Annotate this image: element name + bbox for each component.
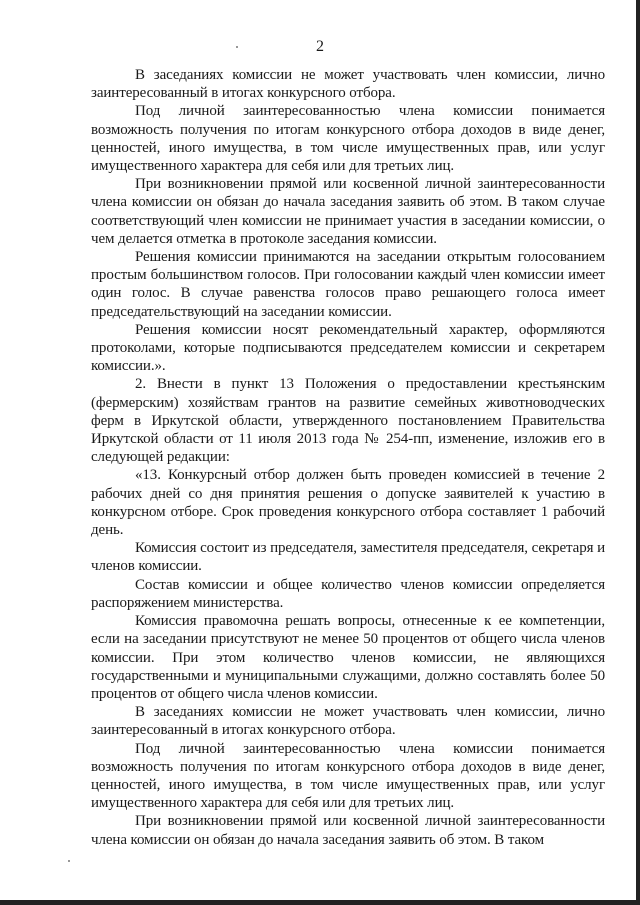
paragraph-4: Решения комиссии принимаются на заседании открытым голосованием простым большинством голосов. При голосовании каждый член комиссии имеет один голос. В случае равенства голосов право решающего голоса имеет председательствующий на заседании комиссии. xyxy=(91,249,605,320)
paragraph-11: В заседаниях комиссии не может участвовать член комиссии, лично заинтересованный в итогах конкурсного отбора. xyxy=(91,704,605,739)
paragraph-12: Под личной заинтересованностью члена комиссии понимается возможность получения по итогам конкурсного отбора доходов в виде денег, ценностей, иного имущества, в том числе имущественных прав, или услуг имущественного характера для себя или для третьих лиц. xyxy=(91,740,605,812)
paragraph-10: Комиссия правомочна решать вопросы, отнесенные к ее компетенции, если на заседании присутствуют не менее 50 процентов от общего числа членов комиссии. При этом количество членов комиссии, не являющихся государственными и муниципальными служащими, должно составлять более 50 процентов от общего числа членов комиссии. xyxy=(91,613,605,702)
paragraph-5: Решения комиссии носят рекомендательный характер, оформляются протоколами, которые подписываются председателем комиссии и секретарем комиссии.». xyxy=(91,321,605,375)
paragraph-3: При возникновении прямой или косвенной личной заинтересованности члена комиссии он обязан до начала заседания заявить об этом. В таком случае соответствующий член комиссии не принимает участия в заседании комиссии, о чем делается отметка в протоколе заседания комиссии. xyxy=(91,176,605,247)
page-number: 2 xyxy=(316,38,324,55)
scan-speck xyxy=(68,860,70,862)
paragraph-1: В заседаниях комиссии не может участвовать член комиссии, лично заинтересованный в итогах конкурсного отбора. xyxy=(91,67,605,102)
scan-edge-right xyxy=(636,0,640,905)
paragraph-13: При возникновении прямой или косвенной личной заинтересованности члена комиссии он обязан до начала заседания заявить об этом. В таком xyxy=(91,813,605,848)
paragraph-7: «13. Конкурсный отбор должен быть проведен комиссией в течение 2 рабочих дней со дня принятия решения о допуске заявителей к участию в конкурсном отборе. Срок проведения конкурсного отбора составляет 1 рабочий день. xyxy=(91,467,605,539)
document-body xyxy=(91,66,605,849)
paragraph-9: Состав комиссии и общее количество членов комиссии определяется распоряжением министерства. xyxy=(91,576,605,611)
scan-edge-bottom xyxy=(0,900,640,905)
scan-speck xyxy=(236,46,238,48)
paragraph-8: Комиссия состоит из председателя, заместителя председателя, секретаря и членов комиссии. xyxy=(91,540,606,575)
paragraph-2: Под личной заинтересованностью члена комиссии понимается возможность получения по итогам конкурсного отбора доходов в виде денег, ценностей, иного имущества, в том числе имущественных прав, или услуг имущественного характера для себя или для третьих лиц. xyxy=(91,103,605,175)
paragraph-6: 2. Внести в пункт 13 Положения о предоставлении крестьянским (фермерским) хозяйствам грантов на развитие семейных животноводческих ферм в Иркутской области, утвержденного постановлением Правительства Иркутской области от 11 июля 2013 года № 254-пп, изменение, изложив его в следующей редакции: xyxy=(91,376,605,466)
